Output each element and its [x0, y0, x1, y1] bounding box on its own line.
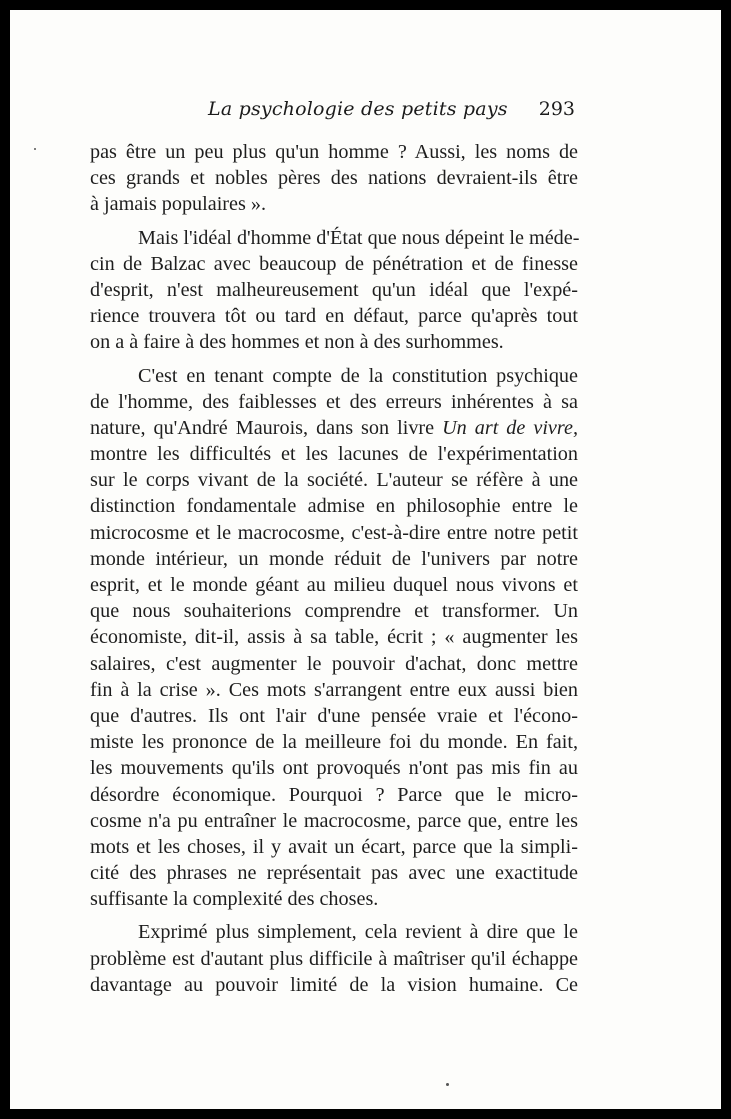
text-line: cin de Balzac avec beaucoup de pénétration et de finesse — [90, 252, 578, 275]
text-line: distinction fondamentale admise en philosophie entre le — [90, 495, 578, 518]
text-line: davantage au pouvoir limité de la vision humaine. Ce — [90, 973, 578, 996]
text-line: C'est en tenant compte de la constitution psychique — [138, 364, 578, 387]
running-header — [90, 98, 578, 126]
text-line: monde intérieur, un monde réduit de l'univers par notre — [90, 547, 578, 570]
paragraph-1 — [90, 139, 578, 218]
running-title: La psychologie des petits pays — [208, 98, 508, 120]
text-line: les mouvements qu'ils ont provoqués n'ont pas mis fin au — [90, 757, 578, 780]
book-title: Un art de vivre, — [442, 416, 578, 439]
text-line: que nous souhaiterions comprendre et transformer. Un — [90, 600, 578, 623]
text-line: microcosme et le macrocosme, c'est-à-dire entre notre petit — [90, 521, 578, 544]
text-line: à jamais populaires ». — [90, 193, 267, 216]
text-line: que d'autres. Ils ont l'air d'une pensée vraie et l'écono- — [90, 704, 578, 727]
text-line: d'esprit, n'est malheureusement qu'un idéal que l'expé- — [90, 278, 578, 301]
scan-speck — [446, 1083, 449, 1086]
text-line-with-title — [90, 415, 578, 441]
text-line: montre les difficultés et les lacunes de l'expérimentation — [90, 443, 578, 466]
text-line: fin à la crise ». Ces mots s'arrangent entre eux aussi bien — [90, 678, 578, 701]
text-line: esprit, et le monde géant au milieu duquel nous vivons et — [90, 574, 578, 596]
text-line: Exprimé plus simplement, cela revient à dire que le — [138, 921, 578, 944]
text-line: suffisante la complexité des choses. — [90, 888, 379, 911]
text-line: mots et les choses, il y avait un écart, parce que la simpli- — [90, 835, 578, 858]
text-line: cité des phrases ne représentait pas avec une exactitude — [90, 862, 578, 885]
text-line: cosme n'a pu entraîner le macrocosme, parce que, entre les — [90, 809, 578, 832]
page-number: 293 — [538, 98, 575, 120]
paragraph-2 — [90, 225, 578, 356]
text-line: Mais l'idéal d'homme d'État que nous dépeint le méde- — [138, 226, 580, 249]
text-line: économiste, dit-il, assis à sa table, écrit ; « augmenter les — [90, 626, 578, 649]
paragraph-4 — [90, 919, 578, 998]
text-line: rience trouvera tôt ou tard en défaut, parce qu'après tout — [90, 305, 578, 328]
text-line: problème est d'autant plus difficile à maîtriser qu'il échappe — [90, 947, 578, 970]
book-page — [10, 10, 721, 1109]
paragraph-3 — [90, 363, 578, 913]
text-line: salaires, c'est augmenter le pouvoir d'achat, donc mettre — [90, 652, 578, 675]
text-fragment: nature, qu'André Maurois, dans son livre — [90, 416, 443, 439]
body-text — [90, 139, 578, 998]
text-line: sur le corps vivant de la société. L'auteur se réfère à une — [90, 469, 578, 492]
text-line: de l'homme, des faiblesses et des erreurs inhérentes à sa — [90, 390, 578, 413]
scan-speck — [34, 148, 36, 150]
text-line: miste les prononce de la meilleure foi du monde. En fait, — [90, 731, 578, 754]
text-line: pas être un peu plus qu'un homme ? Aussi, les noms de — [90, 141, 578, 163]
text-line: désordre économique. Pourquoi ? Parce que le micro- — [90, 783, 578, 806]
text-line: ces grands et nobles pères des nations devraient-ils être — [90, 167, 578, 190]
text-line: on a à faire à des hommes et non à des surhommes. — [90, 331, 504, 354]
